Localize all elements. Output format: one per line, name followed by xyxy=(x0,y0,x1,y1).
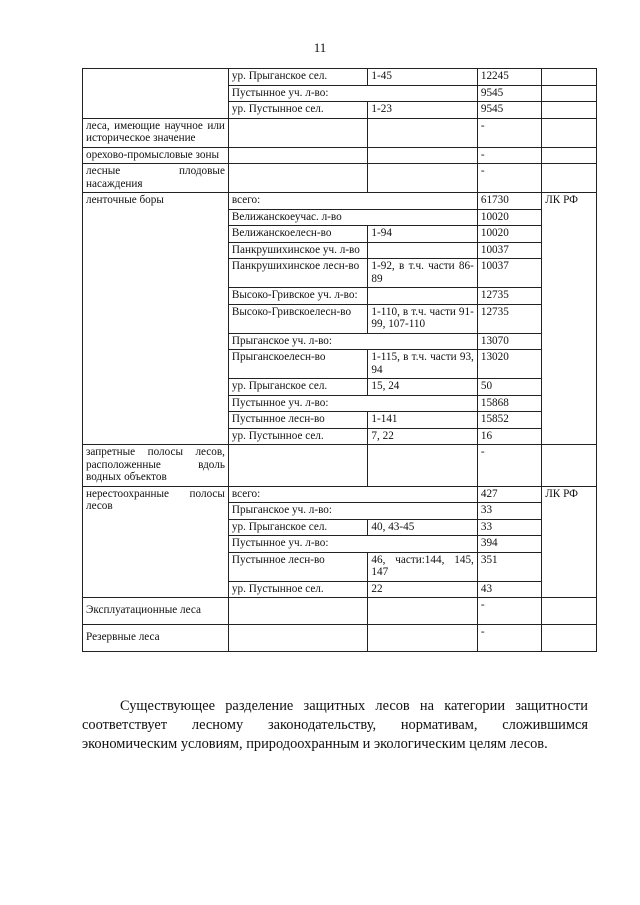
quarters-cell: 15, 24 xyxy=(368,379,477,396)
doc-cell xyxy=(542,164,597,193)
area-cell: 10020 xyxy=(477,209,541,226)
quarters-cell: 1-94 xyxy=(368,226,477,243)
doc-cell xyxy=(542,147,597,164)
area-cell: 15868 xyxy=(477,395,541,412)
table-row xyxy=(83,118,597,147)
area-cell: 33 xyxy=(477,503,541,520)
unit-cell: Велижанскоелесн-во xyxy=(228,226,367,243)
area-cell: - xyxy=(477,598,541,625)
unit-cell: Панкрушихинское уч. л-во xyxy=(228,242,367,259)
category-cell xyxy=(83,69,229,119)
unit-cell: ур. Пустынное сел. xyxy=(228,428,367,445)
table-row xyxy=(83,486,597,503)
unit-cell: Пустынное лесн-во xyxy=(228,412,367,429)
unit-cell: Пустынное уч. л-во: xyxy=(228,536,477,553)
category-cell: Резервные леса xyxy=(83,625,229,652)
unit-cell xyxy=(228,147,367,164)
area-cell: 9545 xyxy=(477,85,541,102)
area-cell: - xyxy=(477,118,541,147)
unit-cell: Пустынное уч. л-во: xyxy=(228,395,477,412)
area-cell: 394 xyxy=(477,536,541,553)
unit-cell: Высоко-Гривскоелесн-во xyxy=(228,304,367,333)
category-cell: леса, имеющие научное или историческое значение xyxy=(83,118,229,147)
area-cell: 10037 xyxy=(477,259,541,288)
quarters-cell: 1-45 xyxy=(368,69,477,86)
doc-cell xyxy=(542,69,597,86)
doc-cell: ЛК РФ xyxy=(542,486,597,598)
area-cell: 33 xyxy=(477,519,541,536)
unit-cell xyxy=(228,598,367,625)
unit-cell: ур. Пустынное сел. xyxy=(228,102,367,119)
unit-cell xyxy=(228,118,367,147)
doc-cell xyxy=(542,118,597,147)
area-cell: 16 xyxy=(477,428,541,445)
quarters-cell: 1-92, в т.ч. части 86-89 xyxy=(368,259,477,288)
area-cell: - xyxy=(477,625,541,652)
doc-cell: ЛК РФ xyxy=(542,193,597,445)
area-cell: 12735 xyxy=(477,288,541,305)
unit-cell: Пустынное лесн-во xyxy=(228,552,367,581)
area-cell: - xyxy=(477,147,541,164)
area-cell: 15852 xyxy=(477,412,541,429)
area-cell: 61730 xyxy=(477,193,541,210)
category-cell: ленточные боры xyxy=(83,193,229,445)
quarters-cell: 1-141 xyxy=(368,412,477,429)
unit-cell: ур. Прыганское сел. xyxy=(228,69,367,86)
quarters-cell: 1-110, в т.ч. части 91-99, 107-110 xyxy=(368,304,477,333)
unit-cell: ур. Пустынное сел. xyxy=(228,581,367,598)
unit-cell: Прыганскоелесн-во xyxy=(228,350,367,379)
area-cell: 12245 xyxy=(477,69,541,86)
doc-cell xyxy=(542,445,597,487)
body-paragraph: Существующее разделение защитных лесов на категории защитности соответствует лесному законодательству, нормативам, сложившимся экономическим условиям, природоохранным и экологическим целям лесов. xyxy=(82,698,588,752)
forest-category-table xyxy=(82,68,597,652)
table-row xyxy=(83,445,597,487)
unit-cell: всего: xyxy=(228,193,477,210)
area-cell: 50 xyxy=(477,379,541,396)
quarters-cell xyxy=(368,164,477,193)
quarters-cell xyxy=(368,147,477,164)
quarters-cell xyxy=(368,445,477,487)
page-number: 11 xyxy=(313,40,327,55)
quarters-cell: 1-115, в т.ч. части 93, 94 xyxy=(368,350,477,379)
quarters-cell: 46, части:144, 145, 147 xyxy=(368,552,477,581)
area-cell: 427 xyxy=(477,486,541,503)
unit-cell: Высоко-Гривское уч. л-во: xyxy=(228,288,367,305)
area-cell: 10037 xyxy=(477,242,541,259)
quarters-cell xyxy=(368,288,477,305)
area-cell: - xyxy=(477,445,541,487)
category-cell: орехово-промысловые зоны xyxy=(83,147,229,164)
unit-cell: Прыганское уч. л-во: xyxy=(228,333,477,350)
unit-cell: ур. Прыганское сел. xyxy=(228,519,367,536)
doc-cell xyxy=(542,598,597,625)
doc-cell xyxy=(542,102,597,119)
category-cell: нерестоохранные полосы лесов xyxy=(83,486,229,598)
category-cell: запретные полосы лесов, расположенные вдоль водных объектов xyxy=(83,445,229,487)
doc-cell xyxy=(542,85,597,102)
unit-cell: ур. Прыганское сел. xyxy=(228,379,367,396)
unit-cell: Пустынное уч. л-во: xyxy=(228,85,477,102)
category-cell: лесные плодовые насаждения xyxy=(83,164,229,193)
quarters-cell xyxy=(368,598,477,625)
area-cell: 12735 xyxy=(477,304,541,333)
quarters-cell: 7, 22 xyxy=(368,428,477,445)
doc-cell xyxy=(542,625,597,652)
quarters-cell xyxy=(368,625,477,652)
area-cell: 9545 xyxy=(477,102,541,119)
table-row xyxy=(83,147,597,164)
quarters-cell xyxy=(368,118,477,147)
area-cell: 351 xyxy=(477,552,541,581)
area-cell: 13070 xyxy=(477,333,541,350)
quarters-cell xyxy=(368,242,477,259)
category-cell: Эксплуатационные леса xyxy=(83,598,229,625)
area-cell: 13020 xyxy=(477,350,541,379)
table-row xyxy=(83,164,597,193)
unit-cell xyxy=(228,164,367,193)
unit-cell: Панкрушихинское лесн-во xyxy=(228,259,367,288)
table-row xyxy=(83,598,597,625)
quarters-cell: 1-23 xyxy=(368,102,477,119)
unit-cell: Велижанскоеучас. л-во xyxy=(228,209,477,226)
quarters-cell: 40, 43-45 xyxy=(368,519,477,536)
table-row xyxy=(83,69,597,86)
unit-cell: Прыганское уч. л-во: xyxy=(228,503,477,520)
area-cell: 43 xyxy=(477,581,541,598)
table-row xyxy=(83,625,597,652)
unit-cell xyxy=(228,625,367,652)
quarters-cell: 22 xyxy=(368,581,477,598)
area-cell: 10020 xyxy=(477,226,541,243)
area-cell: - xyxy=(477,164,541,193)
unit-cell: всего: xyxy=(228,486,477,503)
unit-cell xyxy=(228,445,367,487)
table-row xyxy=(83,193,597,210)
